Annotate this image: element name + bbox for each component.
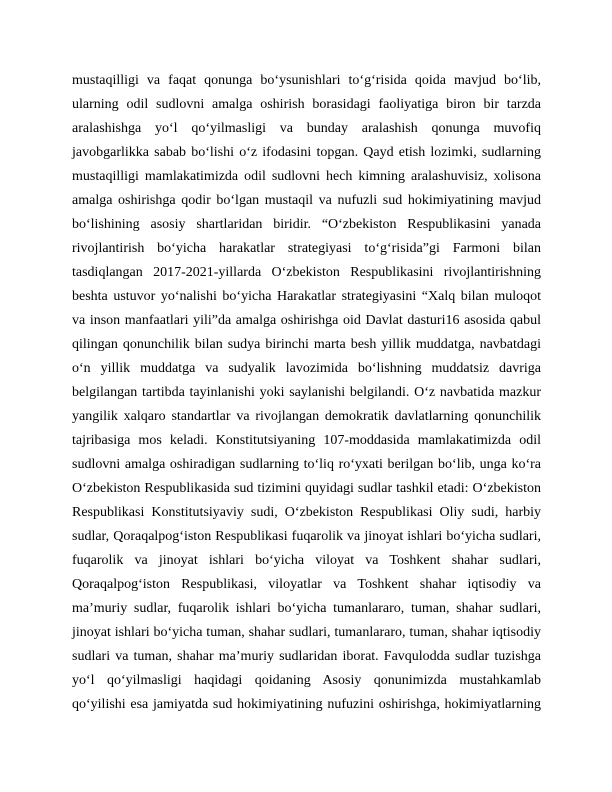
text-line [72,381,541,405]
text-line-content: va inson manfaatlari yili”da amalga oshirishga oid Davlat dasturi16 asosida qabul [72,313,541,328]
text-line [72,189,541,213]
text-line-content: bo‘lishining asosiy shartlaridan biridir. “O‘zbekiston Respublikasini yanada [72,217,541,232]
text-line-content: yangilik xalqaro standartlar va rivojlangan demokratik davlatlarning qonunchilik [72,409,541,424]
text-line-content: sudlovni amalga oshiradigan sudlarning to‘liq ro‘yxati berilgan bo‘lib, unga ko‘ra [72,457,541,472]
text-line [72,645,541,669]
text-line-content: sudlari va tuman, shahar ma’muriy sudlaridan iborat. Favqulodda sudlar tuzishga [72,649,541,664]
text-line [72,405,541,429]
text-line-content: sudlar, Qoraqalpog‘iston Respublikasi fuqarolik va jinoyat ishlari bo‘yicha sudlari, [72,529,541,544]
text-line [72,429,541,453]
text-line-content: tajribasiga mos keladi. Konstitutsiyaning 107-moddasida mamlakatimizda odil [72,433,541,448]
text-line [72,309,541,333]
text-line [72,261,541,285]
text-line-content: jinoyat ishlari bo‘yicha tuman, shahar sudlari, tumanlararo, tuman, shahar iqtisodiy [72,625,541,640]
text-line [72,213,541,237]
text-line [72,93,541,117]
text-line-content: javobgarlikka sabab bo‘lishi o‘z ifodasini topgan. Qayd etish lozimki, sudlarning [72,145,541,160]
text-line [72,525,541,549]
text-line-content: aralashishga yo‘l qo‘yilmasligi va bunday aralashish qonunga muvofiq [72,121,541,136]
text-line-content: qo‘yilishi esa jamiyatda sud hokimiyatining nufuzini oshirishga, hokimiyatlarning [72,697,541,712]
text-line-content: yo‘l qo‘yilmasligi haqidagi qoidaning Asosiy qonunimizda mustahkamlab [72,673,541,688]
text-line [72,69,541,93]
text-line-content: amalga oshirishga qodir bo‘lgan mustaqil va nufuzli sud hokimiyatining mavjud [72,193,541,208]
text-line [72,477,541,501]
text-line-content: ma’muriy sudlar, fuqarolik ishlari bo‘yicha tumanlararo, tuman, shahar sudlari, [72,601,541,616]
text-line-content: O‘zbekiston Respublikasida sud tizimini quyidagi sudlar tashkil etadi: O‘zbekiston [72,481,541,496]
text-line [72,141,541,165]
text-line-content: mustaqilligi mamlakatimizda odil sudlovni hech kimning aralashuvisiz, xolisona [72,169,541,184]
text-line-content: Respublikasi Konstitutsiyaviy sudi, O‘zbekiston Respublikasi Oliy sudi, harbiy [72,505,541,520]
text-line-content: beshta ustuvor yo‘nalishi bo‘yicha Harakatlar strategiyasini “Xalq bilan muloqot [72,289,541,304]
text-line-content: belgilangan tartibda tayinlanishi yoki saylanishi belgilandi. O‘z navbatida mazkur [72,385,541,400]
text-line [72,693,541,717]
text-line-content: ularning odil sudlovni amalga oshirish borasidagi faoliyatiga biron bir tarzda [72,97,541,112]
body-paragraph [72,69,541,717]
text-line [72,117,541,141]
text-line [72,453,541,477]
text-line-content: qilingan qonunchilik bilan sudya birinchi marta besh yillik muddatga, navbatdagi [72,337,541,352]
text-line [72,237,541,261]
text-line-content: tasdiqlangan 2017-2021-yillarda O‘zbekiston Respublikasini rivojlantirishning [72,265,541,280]
text-line [72,333,541,357]
text-line [72,501,541,525]
text-line [72,357,541,381]
text-line [72,621,541,645]
text-line-content: mustaqilligi va faqat qonunga bo‘ysunishlari to‘g‘risida qoida mavjud bo‘lib, [72,73,541,88]
text-line [72,285,541,309]
text-line [72,165,541,189]
text-line-content: rivojlantirish bo‘yicha harakatlar strategiyasi to‘g‘risida”gi Farmoni bilan [72,241,541,256]
text-line-content: fuqarolik va jinoyat ishlari bo‘yicha viloyat va Toshkent shahar sudlari, [72,553,541,568]
text-line [72,597,541,621]
text-line [72,669,541,693]
text-line-content: o‘n yillik muddatga va sudyalik lavozimida bo‘lishning muddatsiz davriga [72,361,541,376]
text-line [72,549,541,573]
text-line-content: Qoraqalpog‘iston Respublikasi, viloyatlar va Toshkent shahar iqtisodiy va [72,577,541,592]
text-line [72,573,541,597]
